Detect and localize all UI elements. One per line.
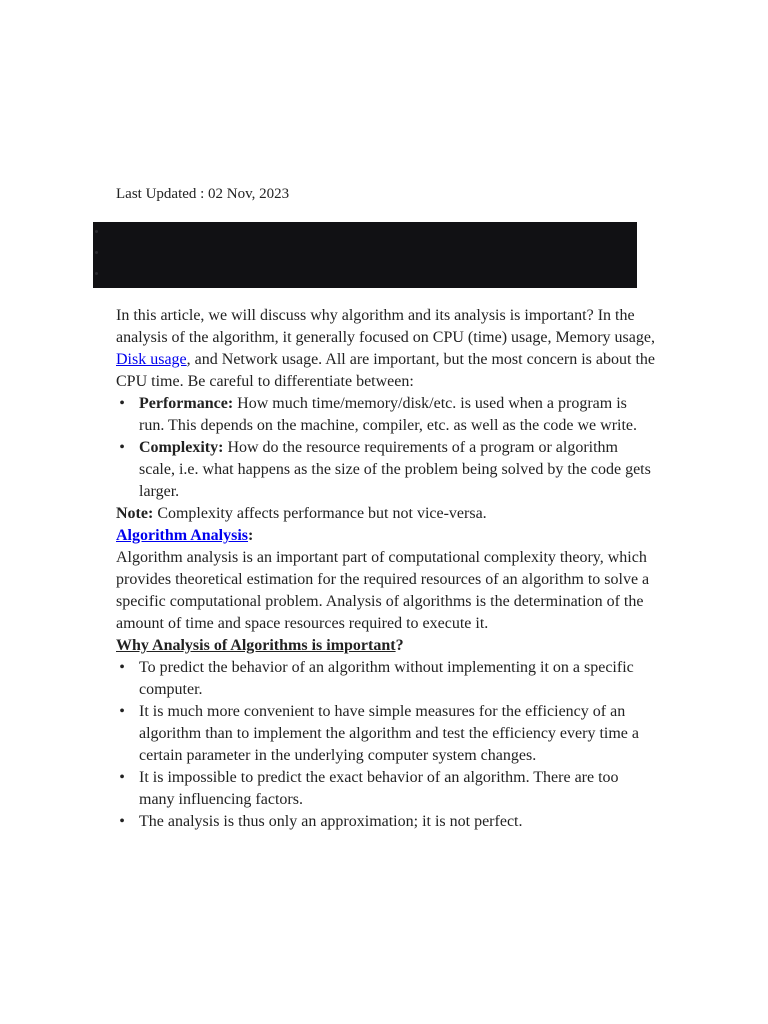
banner-dot — [95, 272, 98, 275]
black-banner — [93, 222, 637, 288]
why-list — [116, 657, 656, 833]
analysis-heading — [116, 525, 656, 547]
definition-item — [119, 393, 656, 437]
definitions-list — [116, 393, 656, 503]
bullet-icon: • — [119, 769, 125, 786]
list-item — [119, 701, 656, 767]
bullet-icon: • — [119, 659, 125, 676]
bullet-icon: • — [119, 703, 125, 720]
definition-term: Performance: — [139, 395, 234, 412]
why-heading-text: Why Analysis of Algorithms is important — [116, 637, 396, 654]
definition-text: How much time/memory/disk/etc. is used when a program is run. This depends on the machine, compiler, etc. as well as the code we write. — [139, 395, 638, 434]
banner-dot — [95, 230, 98, 233]
why-heading-suffix: ? — [395, 637, 404, 654]
list-item-text: The analysis is thus only an approximation; it is not perfect. — [139, 813, 523, 830]
why-heading — [116, 635, 656, 657]
algorithm-analysis-link[interactable]: Algorithm Analysis — [116, 527, 249, 544]
note-label: Note: — [116, 505, 154, 522]
bullet-icon: • — [119, 439, 125, 456]
note-paragraph — [116, 503, 656, 525]
list-item — [119, 657, 656, 701]
banner-dot — [95, 251, 98, 254]
definition-item — [119, 437, 656, 503]
definition-term: Complexity: — [139, 439, 224, 456]
analysis-heading-suffix: : — [248, 527, 254, 544]
intro-text-before: In this article, we will discuss why algorithm and its analysis is important? In the analysis of the algorithm, it generally focused on CPU (time) usage, Memory usage, — [116, 307, 655, 346]
bullet-icon: • — [119, 395, 125, 412]
list-item — [119, 811, 656, 833]
list-item-text: It is much more convenient to have simple measures for the efficiency of an algorithm than to implement the algorithm and test the efficiency every time a certain parameter in the underlying computer system changes. — [139, 703, 639, 764]
disk-usage-link[interactable]: Disk usage — [116, 351, 187, 368]
bullet-icon: • — [119, 813, 125, 830]
intro-paragraph — [116, 305, 656, 393]
intro-text-after: , and Network usage. All are important, but the most concern is about the CPU time. Be careful to differentiate between: — [116, 351, 655, 390]
list-item-text: To predict the behavior of an algorithm without implementing it on a specific computer. — [139, 659, 634, 698]
last-updated: Last Updated : 02 Nov, 2023 — [116, 186, 290, 202]
article-content — [116, 305, 656, 833]
note-text: Complexity affects performance but not vice-versa. — [153, 505, 487, 522]
analysis-body: Algorithm analysis is an important part of computational complexity theory, which provides theoretical estimation for the required resources of an algorithm to solve a specific computational problem. Analysis of algorithms is the determination of the amount of time and space resources required to execute it. — [116, 549, 650, 632]
list-item — [119, 767, 656, 811]
definition-text: How do the resource requirements of a program or algorithm scale, i.e. what happens as the size of the problem being solved by the code gets larger. — [139, 439, 651, 500]
list-item-text: It is impossible to predict the exact behavior of an algorithm. There are too many influencing factors. — [139, 769, 619, 808]
